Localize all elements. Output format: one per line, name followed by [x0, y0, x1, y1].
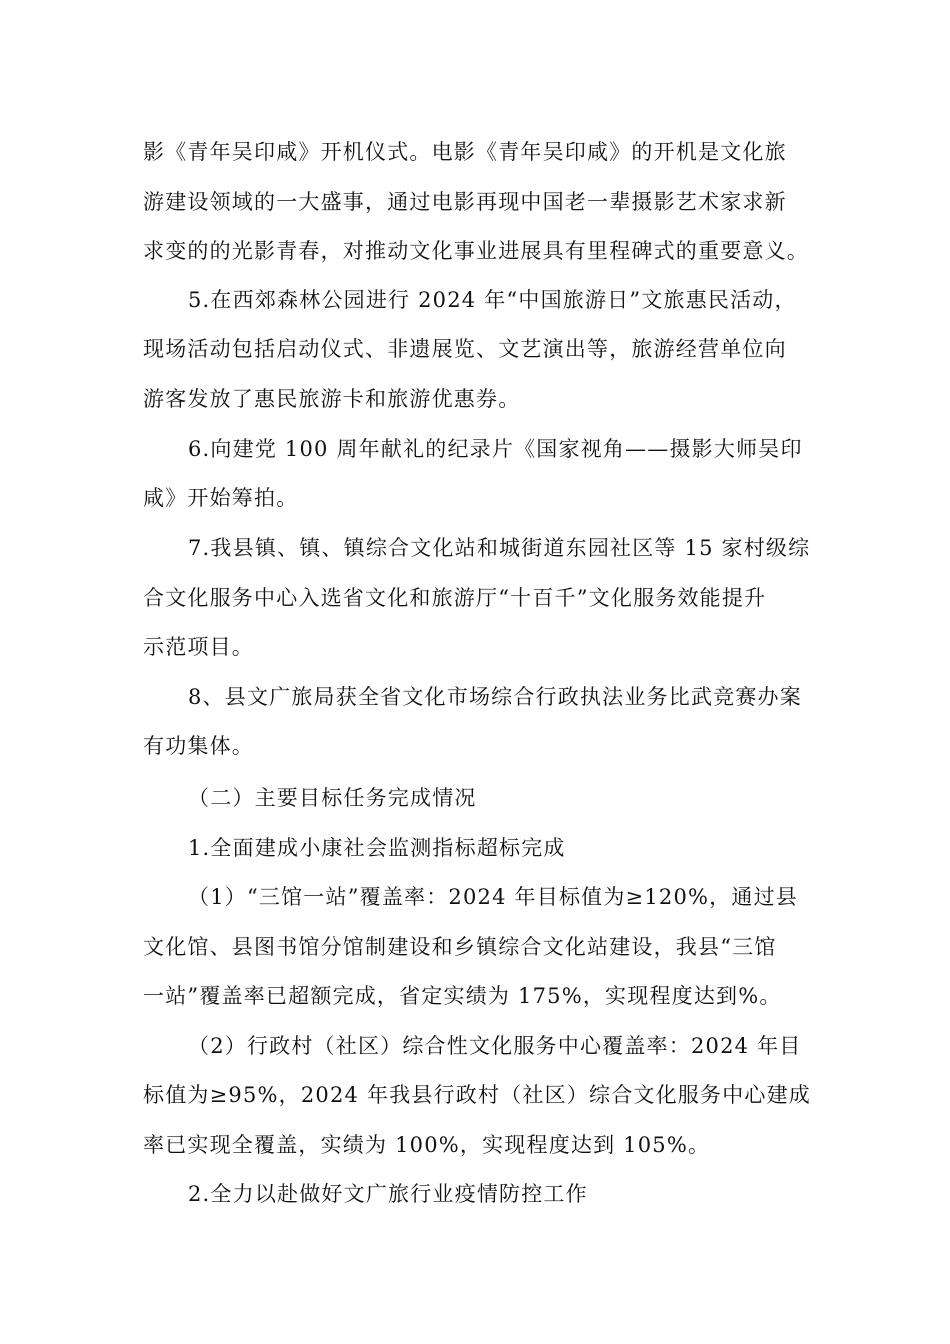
item-5-line: 5.在西郊森林公园进行 2024 年“中国旅游日”文旅惠民活动， [188, 288, 797, 312]
text-line: 文化馆、县图书馆分馆制建设和乡镇综合文化站建设，我县“三馆 [143, 935, 777, 959]
text-line: 合文化服务中心入选省文化和旅游厅“十百千”文化服务效能提升 [143, 586, 767, 610]
text-line: 率已实现全覆盖，实绩为 100%，实现程度达到 105%。 [143, 1133, 711, 1157]
subsection-heading: 2.全力以赴做好文广旅行业疫情防控工作 [188, 1182, 588, 1206]
text-line: 游客发放了惠民旅游卡和旅游优惠券。 [143, 387, 521, 411]
text-line: 有功集体。 [143, 734, 254, 758]
text-line: 一站”覆盖率已超额完成，省定实绩为 175%，实现程度达到%。 [143, 984, 782, 1008]
item-7-line: 7.我县镇、镇、镇综合文化站和城街道东园社区等 15 家村级综 [188, 536, 811, 560]
item-8-line: 8、县文广旅局获全省文化市场综合行政执法业务比武竞赛办案 [188, 685, 802, 709]
section-heading: （二）主要目标任务完成情况 [188, 786, 477, 810]
text-line: 示范项目。 [143, 635, 254, 659]
text-line: 求变的的光影青春，对推动文化事业进展具有里程碑式的重要意义。 [143, 239, 809, 263]
text-line: 标值为≥95%，2024 年我县行政村（社区）综合文化服务中心建成 [143, 1083, 811, 1107]
item-6-line: 6.向建党 100 周年献礼的纪录片《国家视角——摄影大师吴印 [188, 437, 803, 461]
item-2-line: （2）行政村（社区）综合性文化服务中心覆盖率：2024 年目 [188, 1034, 802, 1058]
subsection-heading: 1.全面建成小康社会监测指标超标完成 [188, 836, 566, 860]
text-line: 游建设领域的一大盛事，通过电影再现中国老一辈摄影艺术家求新 [143, 190, 787, 214]
item-1-line: （1）“三馆一站”覆盖率：2024 年目标值为≥120%，通过县 [188, 885, 798, 909]
text-line: 咸》开始筹拍。 [143, 486, 299, 510]
text-line: 影《青年吴印咸》开机仪式。电影《青年吴印咸》的开机是文化旅 [143, 140, 787, 164]
text-line: 现场活动包括启动仪式、非遗展览、文艺演出等，旅游经营单位向 [143, 337, 787, 361]
